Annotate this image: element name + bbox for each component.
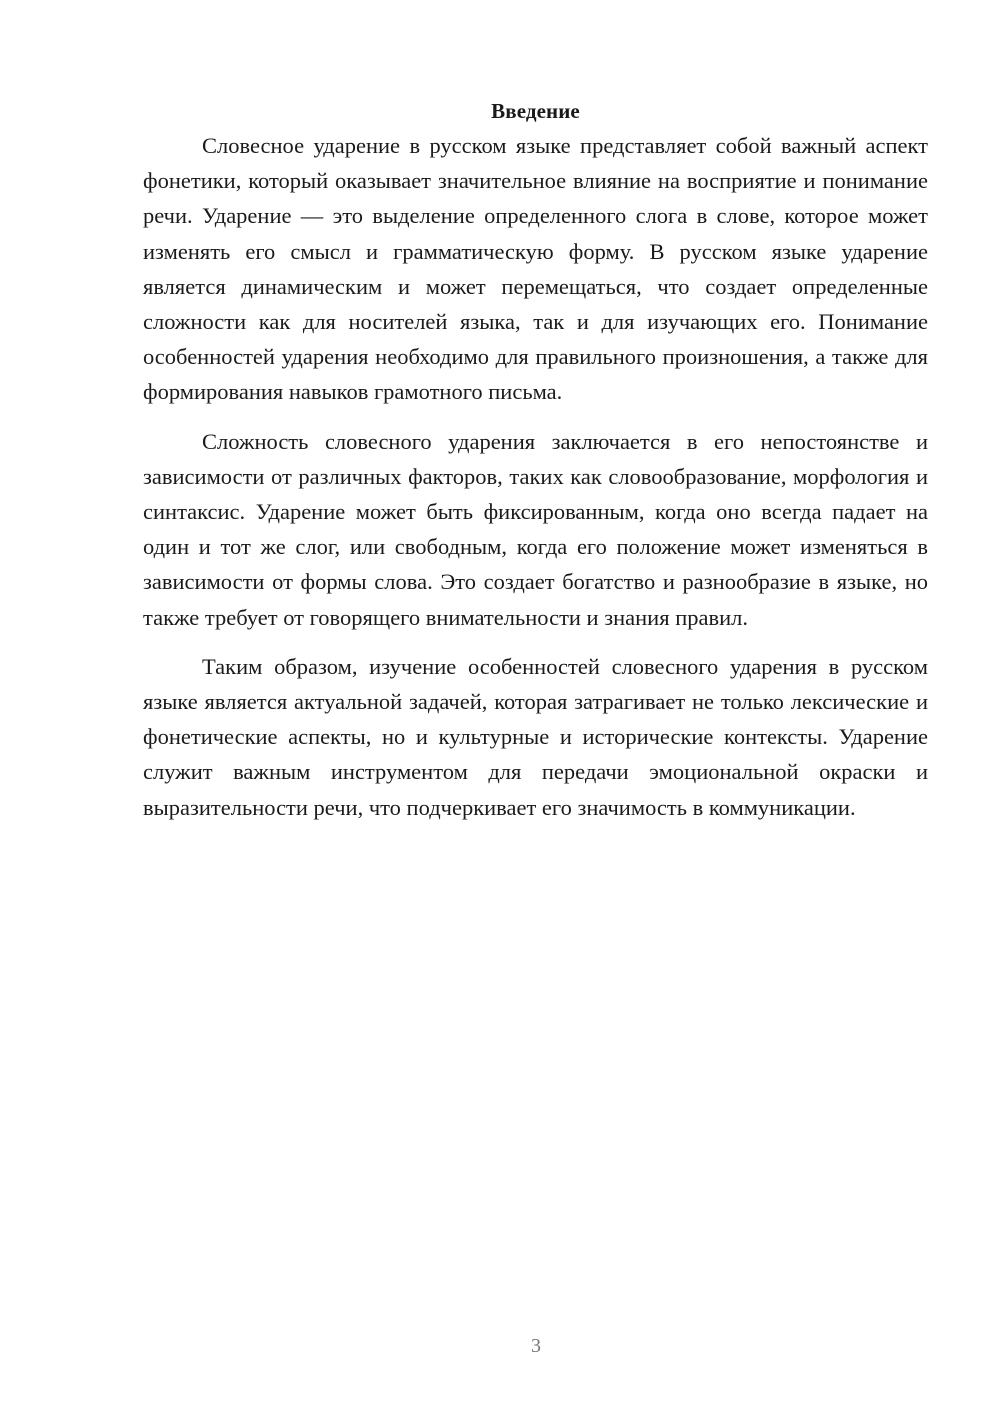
paragraph-3: Таким образом, изучение особенностей словесного ударения в русском языке является актуальной задачей, которая затрагивает не только лексические и фонетические аспекты, но и культурные и исторические контексты. Ударение служит важным инструментом для передачи эмоциональной окраски и выразительности речи, что подчеркивает его значимость в коммуникации. (143, 653, 928, 820)
paragraph-1: Словесное ударение в русском языке представляет собой важный аспект фонетики, который оказывает значительное влияние на восприятие и понимание речи. Ударение — это выделение определенного слога в слове, которое может изменять его смысл и грамматическую форму. В русском языке ударение является динамическим и может перемещаться, что создает определенные сложности как для носителей языка, так и для изучающих его. Понимание особенностей ударения необходимо для правильного произношения, а также для формирования навыков грамотного письма. (143, 133, 928, 405)
page-content (143, 96, 928, 825)
paragraph-2: Сложность словесного ударения заключается в его непостоянстве и зависимости от различных факторов, таких как словообразование, морфология и синтаксис. Ударение может быть фиксированным, когда оно всегда падает на один и тот же слог, или свободным, когда его положение может изменяться в зависимости от формы слова. Это создает богатство и разнообразие в языке, но также требует от говорящего внимательности и знания правил. (143, 428, 928, 630)
section-heading: Введение (491, 99, 580, 123)
page-number: 3 (531, 1335, 541, 1357)
